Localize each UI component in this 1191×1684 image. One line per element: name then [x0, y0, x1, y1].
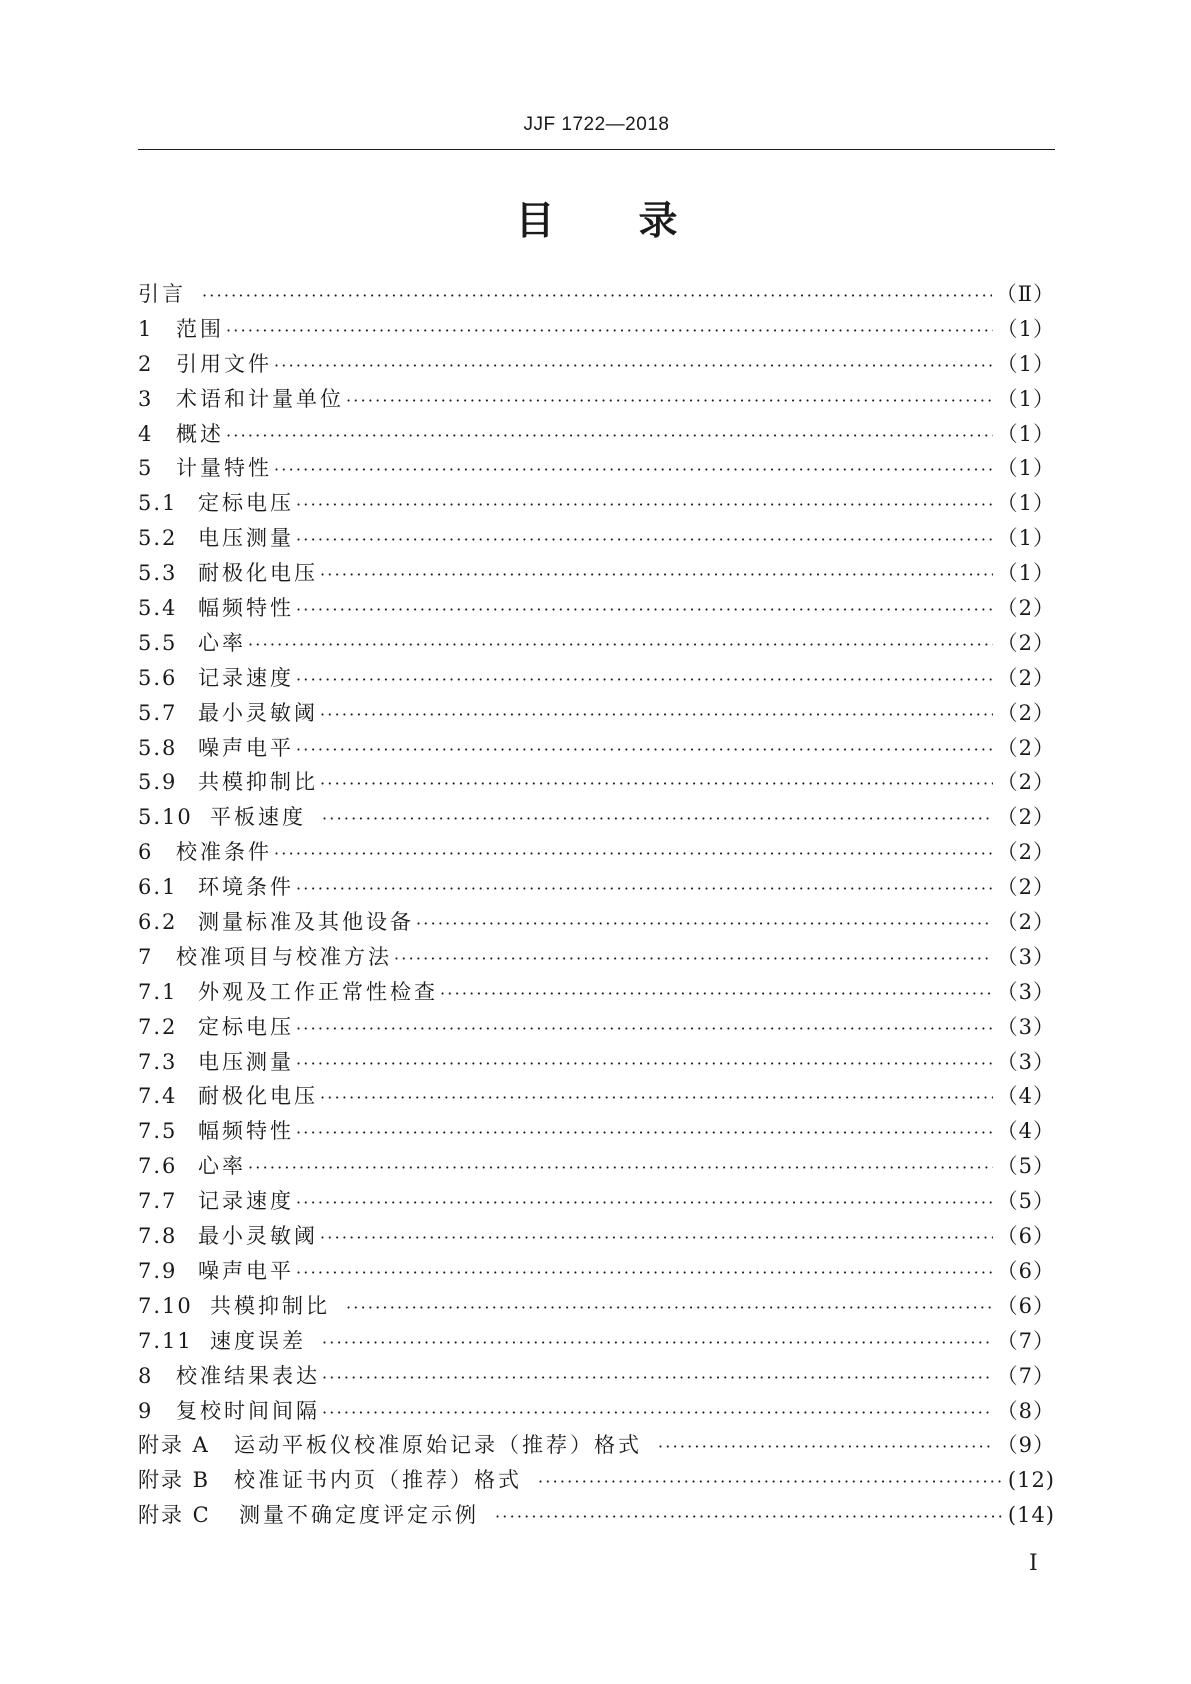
- toc-entry-number: 5.5: [138, 630, 178, 655]
- toc-entry-page: （2）: [996, 910, 1055, 935]
- toc-entry[interactable]: [138, 976, 1055, 1011]
- toc-entry-number: 7: [138, 944, 154, 969]
- toc-leader-dots: [320, 1088, 993, 1107]
- toc-entry[interactable]: [138, 522, 1055, 557]
- toc-entry[interactable]: [138, 627, 1055, 662]
- toc-entry-number: 7.6: [138, 1154, 178, 1179]
- toc-leader-dots: [296, 1263, 993, 1282]
- toc-entry[interactable]: [138, 871, 1055, 906]
- toc-entry-number: 7.5: [138, 1119, 178, 1144]
- toc-entry-number: 4: [138, 421, 154, 446]
- toc-entry-label: 幅频特性: [198, 596, 294, 621]
- toc-entry-number: 6: [138, 840, 154, 865]
- toc-entry-page: （2）: [996, 770, 1055, 795]
- toc-entry-label: 外观及工作正常性检查: [198, 979, 438, 1004]
- toc-leader-dots: [274, 844, 993, 863]
- toc-leader-dots: [320, 774, 993, 793]
- toc-entry-page: （7）: [996, 1328, 1055, 1353]
- toc-entry[interactable]: [138, 732, 1055, 767]
- toc-entry-number: 5.9: [138, 770, 178, 795]
- toc-leader-dots: [322, 809, 993, 828]
- toc-entry-page: （6）: [996, 1258, 1055, 1283]
- toc-entry-label: 环境条件: [198, 875, 294, 900]
- toc-entry-number: 7.3: [138, 1049, 178, 1074]
- toc-entry-label: 校准结果表达: [176, 1363, 320, 1388]
- toc-entry-page: （1）: [996, 316, 1055, 341]
- toc-entry-number: 2: [138, 351, 154, 376]
- toc-entry[interactable]: [138, 801, 1055, 836]
- toc-leader-dots: [346, 391, 993, 410]
- toc-entry-label: 耐极化电压: [198, 561, 318, 586]
- toc-entry-label: 测量标准及其他设备: [198, 910, 414, 935]
- toc-entry-page: （1）: [996, 421, 1055, 446]
- toc-entry-page: （3）: [996, 1049, 1055, 1074]
- toc-entry-number: 7.8: [138, 1224, 178, 1249]
- toc-entry-number: 5.1: [138, 491, 178, 516]
- toc-leader-dots: [248, 635, 993, 654]
- toc-entry[interactable]: [138, 592, 1055, 627]
- toc-entry[interactable]: [138, 1429, 1055, 1464]
- toc-entry-number: 8: [138, 1363, 154, 1388]
- toc-entry-label: 术语和计量单位: [176, 386, 344, 411]
- toc-entry-page: （2）: [996, 735, 1055, 760]
- toc-entry-number: 附录 C: [138, 1503, 211, 1528]
- toc-entry-page: （1）: [996, 561, 1055, 586]
- toc-entry-number: 9: [138, 1398, 154, 1423]
- toc-entry-page: （1）: [996, 386, 1055, 411]
- toc-entry-page: （5）: [996, 1189, 1055, 1214]
- toc-entry-page: （1）: [996, 491, 1055, 516]
- toc-entry-label: 心率: [198, 630, 246, 655]
- toc-entry-number: 3: [138, 386, 154, 411]
- toc-entry-page: （7）: [996, 1363, 1055, 1388]
- toc-entry[interactable]: [138, 1080, 1055, 1115]
- toc-entry[interactable]: [138, 662, 1055, 697]
- toc-entry-page: （2）: [996, 840, 1055, 865]
- toc-entry-label: 记录速度: [198, 665, 294, 690]
- toc-entry-label: 心率: [198, 1154, 246, 1179]
- toc-entry-label: 记录速度: [198, 1189, 294, 1214]
- toc-entry-label: 引言: [138, 282, 186, 306]
- toc-entry[interactable]: [138, 836, 1055, 871]
- toc-leader-dots: [296, 1054, 993, 1073]
- toc-entry-label: 最小灵敏阈: [198, 700, 318, 725]
- toc-entry-page: （2）: [996, 700, 1055, 725]
- toc-entry-number: 附录 A: [138, 1433, 210, 1458]
- toc-entry-page: （6）: [996, 1224, 1055, 1249]
- toc-entry[interactable]: [138, 906, 1055, 941]
- toc-entry-number: 7.7: [138, 1189, 178, 1214]
- toc-entry[interactable]: [138, 313, 1055, 348]
- toc-entry-page: （9）: [996, 1433, 1055, 1458]
- toc-entry-label: 复校时间间隔: [176, 1398, 320, 1423]
- toc-entry[interactable]: [138, 1255, 1055, 1290]
- toc-entry-page: （3）: [996, 979, 1055, 1004]
- toc-entry-label: 电压测量: [198, 1049, 294, 1074]
- toc-entry[interactable]: [138, 348, 1055, 383]
- toc-entry-label: 电压测量: [198, 526, 294, 551]
- toc-entry[interactable]: [138, 1325, 1055, 1360]
- toc-entry-number: 1: [138, 316, 154, 341]
- toc-entry-label: 噪声电平: [198, 1258, 294, 1283]
- toc-entry-page: (14): [1007, 1503, 1055, 1528]
- table-of-contents: [138, 278, 1055, 1534]
- toc-leader-dots: [322, 1333, 993, 1352]
- toc-leader-dots: [296, 1123, 993, 1142]
- toc-entry-label: 速度误差: [210, 1328, 306, 1353]
- toc-entry-number: 5.6: [138, 665, 178, 690]
- page-number: I: [1029, 1551, 1038, 1576]
- toc-entry-number: 5.2: [138, 526, 178, 551]
- toc-entry-label: 定标电压: [198, 1014, 294, 1039]
- toc-entry-label: 共模抑制比: [210, 1293, 330, 1318]
- toc-entry-label: 噪声电平: [198, 735, 294, 760]
- toc-entry[interactable]: [138, 1115, 1055, 1150]
- toc-entry-label: 校准条件: [176, 840, 272, 865]
- toc-entry[interactable]: [138, 1395, 1055, 1430]
- toc-leader-dots: [296, 600, 993, 619]
- toc-entry-label: 幅频特性: [198, 1119, 294, 1144]
- toc-entry-page: （4）: [996, 1084, 1055, 1109]
- toc-entry-label: 计量特性: [176, 456, 272, 481]
- toc-entry-number: 附录 B: [138, 1468, 211, 1493]
- toc-leader-dots: [296, 495, 993, 514]
- toc-entry[interactable]: [138, 1499, 1055, 1534]
- toc-entry-number: 7.10: [138, 1293, 193, 1318]
- toc-leader-dots: [296, 1193, 993, 1212]
- toc-leader-dots: [538, 1472, 1003, 1491]
- toc-entry-page: （8）: [996, 1398, 1055, 1423]
- toc-entry-label: 校准项目与校准方法: [176, 944, 392, 969]
- toc-entry-page: （6）: [996, 1293, 1055, 1318]
- toc-entry-label: 运动平板仪校准原始记录（推荐）格式: [234, 1433, 642, 1458]
- toc-entry-page: (12): [1007, 1468, 1055, 1493]
- header-rule: [138, 149, 1055, 150]
- toc-entry-number: 5.8: [138, 735, 178, 760]
- toc-entry-page: （2）: [996, 665, 1055, 690]
- toc-entry[interactable]: [138, 1150, 1055, 1185]
- toc-entry[interactable]: [138, 941, 1055, 976]
- toc-leader-dots: [296, 1019, 993, 1038]
- toc-entry-number: 5.10: [138, 805, 193, 830]
- toc-leader-dots: [274, 460, 993, 479]
- toc-entry-label: 概述: [176, 421, 224, 446]
- toc-entry-page: （3）: [996, 944, 1055, 969]
- toc-entry-number: 6.1: [138, 875, 178, 900]
- toc-entry[interactable]: [138, 1011, 1055, 1046]
- toc-entry-number: 5.4: [138, 596, 178, 621]
- page-title: [138, 196, 1055, 248]
- toc-entry[interactable]: [138, 1290, 1055, 1325]
- toc-leader-dots: [320, 705, 993, 724]
- toc-entry-number: 7.4: [138, 1084, 178, 1109]
- toc-leader-dots: [248, 1158, 993, 1177]
- toc-leader-dots: [658, 1437, 993, 1456]
- page-title-char-2: 录: [638, 199, 678, 244]
- toc-entry-number: 5.7: [138, 700, 178, 725]
- toc-entry-page: （3）: [996, 1014, 1055, 1039]
- toc-leader-dots: [346, 1298, 993, 1317]
- toc-leader-dots: [394, 949, 993, 968]
- toc-entry-number: 7.9: [138, 1258, 178, 1283]
- toc-leader-dots: [226, 321, 993, 340]
- toc-entry-label: 耐极化电压: [198, 1084, 318, 1109]
- toc-leader-dots: [495, 1507, 1003, 1526]
- toc-entry[interactable]: [138, 557, 1055, 592]
- toc-leader-dots: [416, 914, 993, 933]
- toc-entry-number: 7.1: [138, 979, 178, 1004]
- toc-entry[interactable]: [138, 1185, 1055, 1220]
- toc-entry-number: 7.2: [138, 1014, 178, 1039]
- toc-entry-page: （2）: [996, 596, 1055, 621]
- toc-entry-page: （2）: [996, 805, 1055, 830]
- toc-leader-dots: [274, 356, 993, 375]
- toc-entry-number: 6.2: [138, 910, 178, 935]
- toc-leader-dots: [320, 565, 993, 584]
- document-header: JJF 1722—2018: [523, 114, 670, 135]
- toc-entry-number: 5.3: [138, 561, 178, 586]
- toc-entry[interactable]: [138, 487, 1055, 522]
- toc-entry-page: （2）: [996, 630, 1055, 655]
- toc-leader-dots: [296, 740, 993, 759]
- toc-leader-dots: [296, 879, 993, 898]
- toc-entry-number: 7.11: [138, 1328, 193, 1353]
- toc-entry-page: （1）: [996, 456, 1055, 481]
- toc-leader-dots: [202, 286, 992, 305]
- toc-entry-page: （1）: [996, 351, 1055, 376]
- toc-entry-label: 测量不确定度评定示例: [239, 1503, 479, 1528]
- toc-entry-page: （Ⅱ）: [995, 282, 1055, 306]
- toc-entry-label: 定标电压: [198, 491, 294, 516]
- toc-entry[interactable]: [138, 383, 1055, 418]
- toc-leader-dots: [296, 530, 993, 549]
- toc-entry-page: （4）: [996, 1119, 1055, 1144]
- toc-entry-label: 平板速度: [210, 805, 306, 830]
- toc-entry-number: 5: [138, 456, 154, 481]
- toc-leader-dots: [226, 426, 993, 445]
- toc-entry[interactable]: [138, 1046, 1055, 1081]
- toc-leader-dots: [440, 984, 993, 1003]
- toc-entry[interactable]: [138, 697, 1055, 732]
- page-title-char-1: 目: [515, 199, 555, 244]
- toc-entry[interactable]: [138, 1360, 1055, 1395]
- toc-entry-page: （1）: [996, 526, 1055, 551]
- toc-leader-dots: [322, 1403, 993, 1422]
- toc-entry[interactable]: [138, 418, 1055, 453]
- toc-entry-label: 校准证书内页（推荐）格式: [234, 1468, 522, 1493]
- toc-entry[interactable]: [138, 1464, 1055, 1499]
- toc-entry-page: （2）: [996, 875, 1055, 900]
- toc-entry-label: 范围: [176, 316, 224, 341]
- toc-leader-dots: [322, 1368, 993, 1387]
- toc-entry-page: （5）: [996, 1154, 1055, 1179]
- toc-entry[interactable]: [138, 452, 1055, 487]
- toc-entry[interactable]: [138, 1220, 1055, 1255]
- toc-entry-label: 共模抑制比: [198, 770, 318, 795]
- toc-entry-label: 引用文件: [176, 351, 272, 376]
- toc-leader-dots: [320, 1228, 993, 1247]
- toc-entry-label: 最小灵敏阈: [198, 1224, 318, 1249]
- toc-entry[interactable]: [138, 766, 1055, 801]
- toc-entry[interactable]: [138, 278, 1055, 313]
- toc-leader-dots: [296, 670, 993, 689]
